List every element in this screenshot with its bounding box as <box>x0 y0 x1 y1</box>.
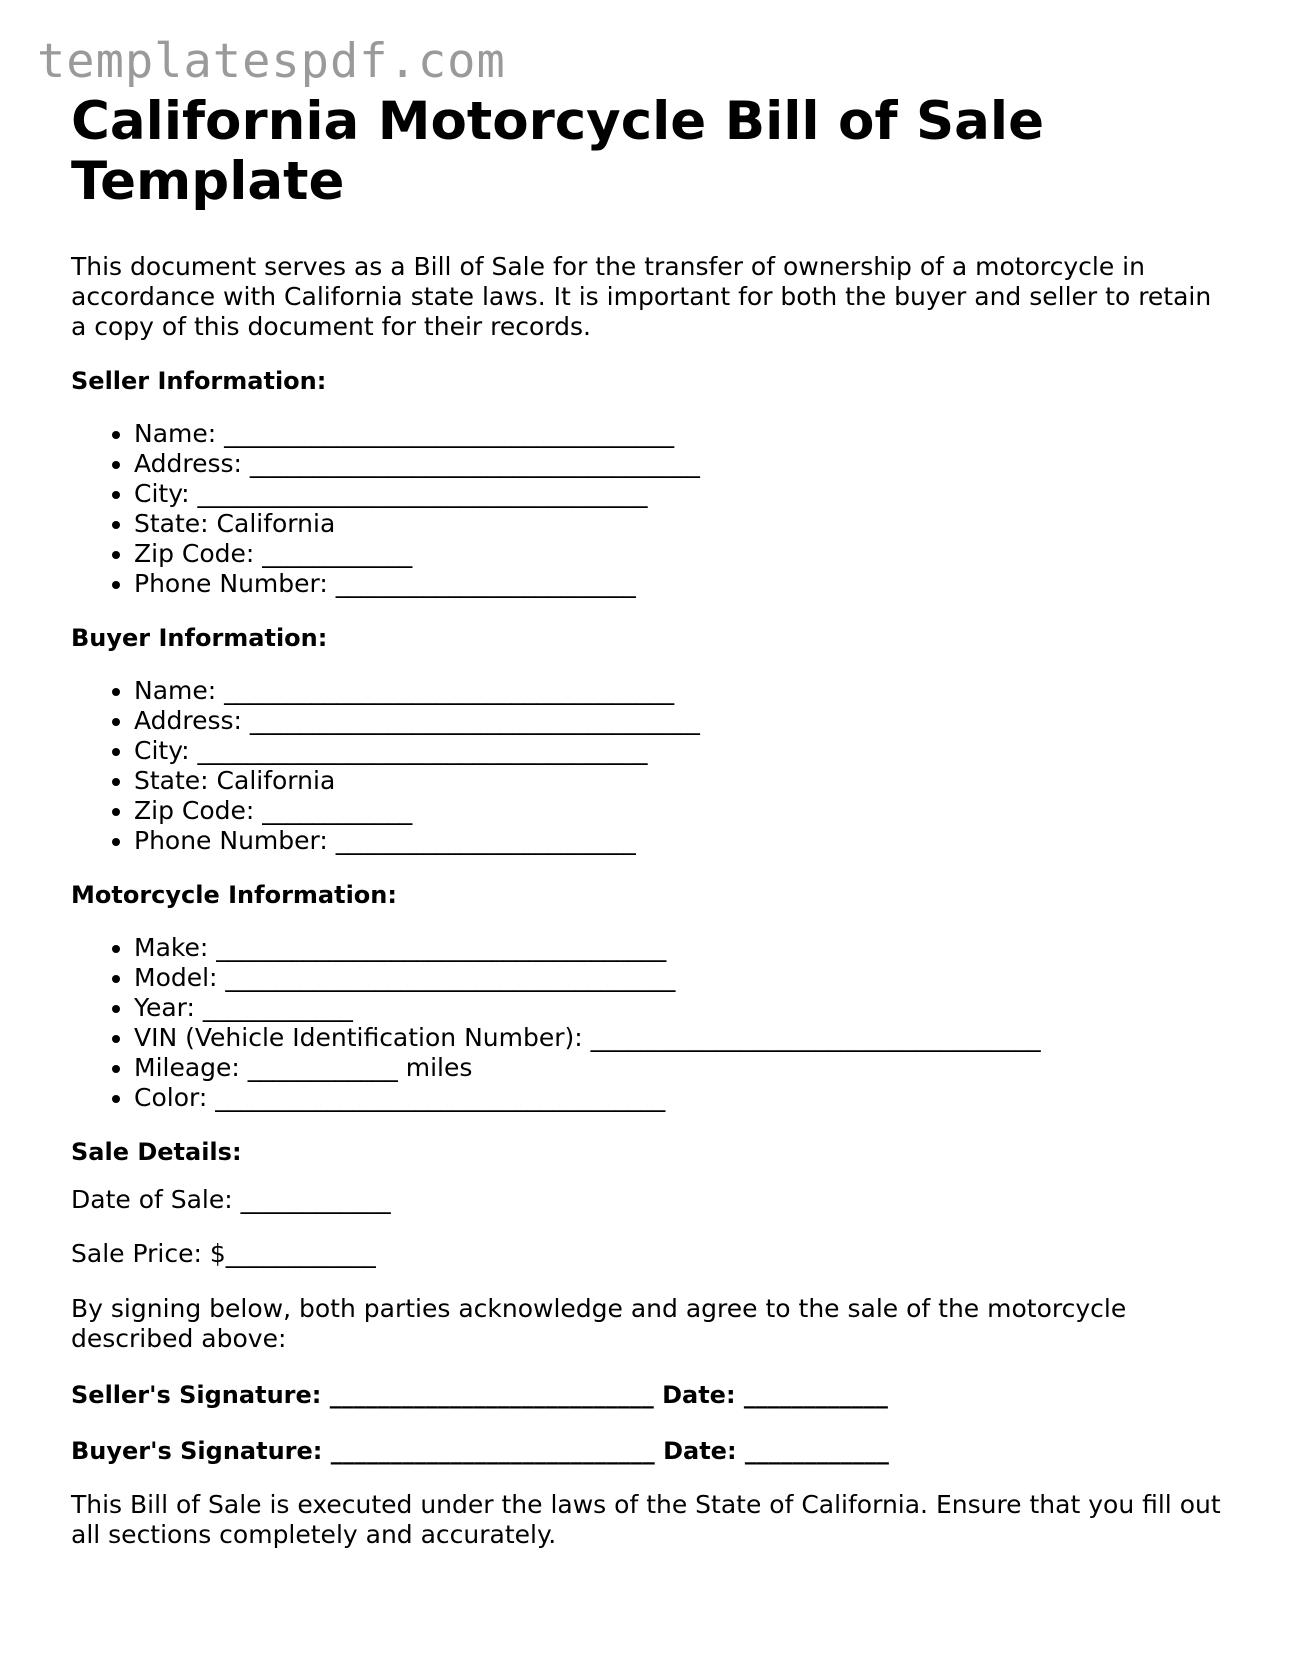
sale-heading: Sale Details: <box>71 1138 242 1166</box>
list-item: • VIN (Vehicle Identification Number): ____________________________________ <box>134 1023 1231 1053</box>
intro-paragraph: This document serves as a Bill of Sale for the transfer of ownership of a motorcycle in accordance with California state laws. It is important for both the buyer and seller to retain a copy of this document for their records. <box>71 252 1212 341</box>
list-item: • State: California <box>134 509 1231 539</box>
list-item: • Phone Number: ________________________ <box>134 569 1231 599</box>
list-item: • Name: ____________________________________ <box>134 419 1231 449</box>
list-item: • State: California <box>134 766 1231 796</box>
list-item: • Zip Code: ____________ <box>134 796 1231 826</box>
date-of-sale: Date of Sale: ____________ <box>71 1185 391 1214</box>
seller-signature-line: Seller's Signature: ___________________________ Date: ____________ <box>71 1381 888 1409</box>
list-item: • Color: ____________________________________ <box>134 1083 1231 1113</box>
page-title <box>71 92 1231 212</box>
motorcycle-list <box>71 933 1231 1113</box>
list-item: • Zip Code: ____________ <box>134 539 1231 569</box>
list-item: • City: ____________________________________ <box>134 479 1231 509</box>
list-item: • Phone Number: ________________________ <box>134 826 1231 856</box>
buyer-list <box>71 676 1231 856</box>
list-item: • Address: ____________________________________ <box>134 706 1231 736</box>
document-body <box>71 92 1231 1550</box>
list-item: • Name: ____________________________________ <box>134 676 1231 706</box>
list-item: • Mileage: ____________ miles <box>134 1053 1231 1083</box>
list-item: • Make: ____________________________________ <box>134 933 1231 963</box>
list-item: • Model: ____________________________________ <box>134 963 1231 993</box>
list-item: • Year: ____________ <box>134 993 1231 1023</box>
seller-heading: Seller Information: <box>71 367 327 395</box>
acknowledgement: By signing below, both parties acknowledge and agree to the sale of the motorcycle described above: <box>71 1294 1127 1353</box>
list-item: • Address: ____________________________________ <box>134 449 1231 479</box>
closing-paragraph: This Bill of Sale is executed under the laws of the State of California. Ensure that you fill out all sections completely and accurately. <box>71 1490 1221 1549</box>
title-line-2: Template <box>71 151 345 212</box>
watermark: templatespdf.com <box>37 34 506 89</box>
title-line-1: California Motorcycle Bill of Sale <box>71 91 1045 152</box>
sale-price: Sale Price: $____________ <box>71 1239 376 1268</box>
motorcycle-heading: Motorcycle Information: <box>71 881 397 909</box>
seller-list <box>71 419 1231 599</box>
list-item: • City: ____________________________________ <box>134 736 1231 766</box>
buyer-signature-line: Buyer's Signature: ___________________________ Date: ____________ <box>71 1437 889 1465</box>
buyer-heading: Buyer Information: <box>71 624 328 652</box>
